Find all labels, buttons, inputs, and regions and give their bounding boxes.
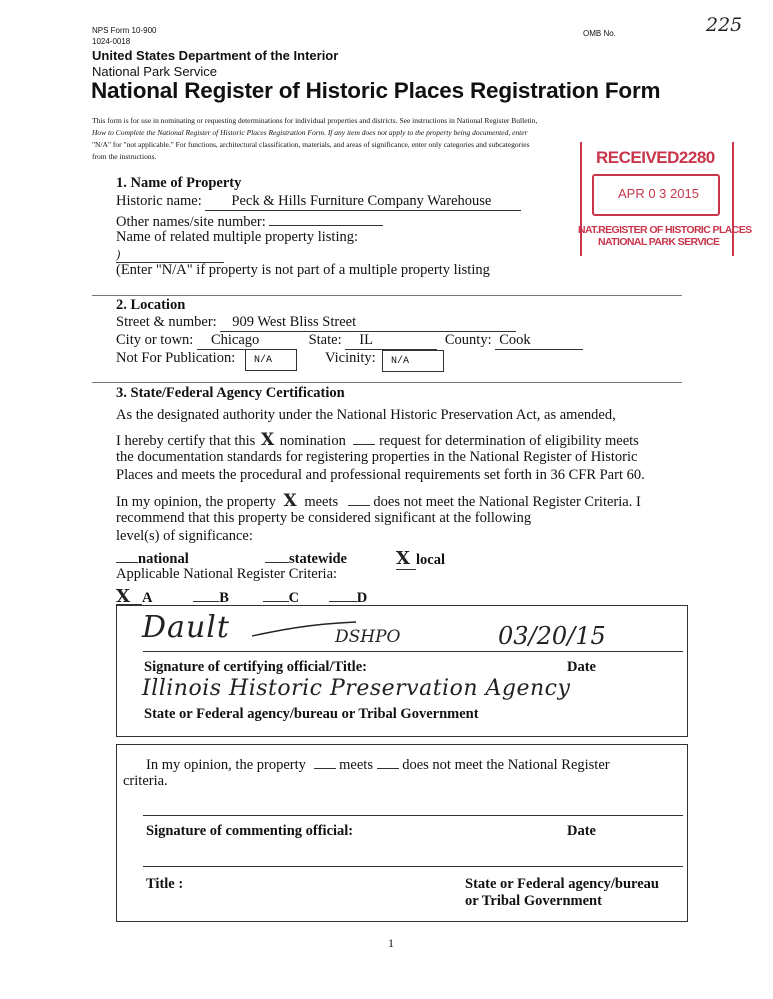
handwritten-signature: Dault [142,610,230,645]
criteria-a: A [142,590,152,606]
comment-criteria: criteria. [123,773,168,789]
comment-opinion-pre: In my opinion, the property [146,757,306,773]
criteria-label: Applicable National Register Criteria: [116,566,338,582]
handwritten-agency: Illinois Historic Preservation Agency [142,676,571,701]
national-blank [116,550,138,563]
opinion-pre: In my opinion, the property [116,494,276,510]
section-divider [92,382,682,383]
level-national: national [116,550,189,568]
opinion-text [116,509,531,545]
opinion-line: level(s) of significance: [116,528,253,544]
meets-check-mark: X [283,491,297,511]
certify-line: Places and meets the procedural and professional requirements set forth in 36 CFR Part 60. [116,467,645,483]
stamp-register: NAT.REGISTER OF HISTORIC PLACES [578,224,752,236]
instructions-line: "N/A" for "not applicable." For functions, architectural classification, materials, and areas of significance, enter only categories and subcategories [92,140,530,149]
certify-text [116,448,645,484]
street-value: 909 West Bliss Street [220,314,516,332]
department: United States Department of the Interior [92,48,339,63]
agency-service: National Park Service [92,64,217,79]
criteria-d-blank [329,589,357,602]
stamp-service: NATIONAL PARK SERVICE [598,236,720,248]
criteria-b: B [219,590,229,606]
criteria-d: D [356,590,368,606]
section-3-heading: 3. State/Federal Agency Certification [116,385,345,401]
agency-label: State or Federal agency/bureau or Tribal Government [144,706,479,722]
section-2-heading: 2. Location [116,297,186,313]
statewide-blank [265,550,289,563]
criteria-b-blank [193,589,219,602]
instructions-line: from the instructions. [92,152,157,161]
vicinity-box[interactable]: N/A [382,350,444,372]
county-value: Cook [495,332,583,350]
comment-title-line [143,866,683,867]
handwritten-date: 03/20/15 [498,622,606,650]
street-label: Street & number: [116,314,217,330]
multiple-listing-note: (Enter "N/A" if property is not part of a multiple property listing [116,262,490,278]
received-stamp [578,140,752,260]
historic-name-row [116,193,521,211]
comment-agency-label-1: State or Federal agency/bureau [465,876,659,892]
comment-signature-line [143,815,683,816]
certify-check-mark: X [260,430,275,450]
certify-row [116,430,639,450]
date-label: Date [567,659,596,675]
nfp-box[interactable]: N/A [245,349,297,371]
comment-date-label: Date [567,823,596,839]
comment-signature-label: Signature of commenting official: [146,823,354,839]
certify-mid: nomination [279,433,346,449]
authority-statement: As the designated authority under the National Historic Preservation Act, as amended, [116,407,616,423]
county-label: County: [444,332,492,348]
stamp-date-box [592,174,720,216]
section-1-heading: 1. Name of Property [116,175,242,191]
historic-name-value: Peck & Hills Furniture Company Warehouse [205,193,521,211]
certify-post: request for determination of eligibility meets [379,433,639,449]
other-names-row [116,211,383,231]
nfp-label: Not For Publication: [116,350,236,366]
street-row [116,314,516,332]
local-check-mark: X [396,548,416,570]
certify-pre: I hereby certify that this [116,433,256,449]
city-value: Chicago [197,332,297,350]
handwritten-title: DSHPO [335,627,401,647]
stamp-date: APR 0 3 2015 [618,186,699,201]
instructions-line: How to Complete the National Register of Historic Places Registration Form. If any item does not apply to the property being documented, enter [92,128,528,137]
opinion-row [116,491,641,511]
state-label: State: [308,332,342,348]
comment-agency-label-2: or Tribal Government [465,893,602,909]
level-local: X local [396,548,445,569]
opinion-post: does not meet the National Register Criteria. I [373,494,641,510]
comment-opinion-post: does not meet the National Register [402,757,610,773]
opinion-line: recommend that this property be considered significant at the following [116,510,532,526]
comment-meets: meets [339,757,373,773]
instructions-line: This form is for use in nominating or requesting determinations for individual properties and districts. See instructions in National Register Bulletin, [92,116,538,125]
form-number: NPS Form 10-900 [92,26,157,35]
related-listing-value: ) [116,248,224,263]
signature-label: Signature of certifying official/Title: [144,659,367,675]
page-number: 1 [388,936,394,950]
omb-number: OMB No. [583,29,616,38]
state-value: IL [345,332,437,350]
city-row [116,332,583,350]
other-names-field [269,211,383,226]
handwritten-page-number: 225 [706,14,743,36]
does-not-meet-blank [348,493,370,506]
comment-meets-blank [314,756,336,769]
comment-opinion-row [146,756,610,774]
section-divider [92,295,682,296]
request-blank [353,432,375,445]
comment-title-label: Title : [146,876,184,892]
criteria-a-mark: X [116,590,142,605]
opinion-mid: meets [304,494,339,510]
stamp-received: RECEIVED2280 [596,148,715,167]
certify-line: the documentation standards for registering properties in the National Register of Historic [116,449,638,465]
city-label: City or town: [116,332,194,348]
criteria-c-blank [263,589,289,602]
other-names-label: Other names/site number: [116,214,266,230]
level-statewide: statewide [265,550,347,568]
page-title: National Register of Historic Places Registration Form [91,78,661,103]
historic-name-label: Historic name: [116,193,202,209]
vicinity-label: Vicinity: [325,350,376,366]
signature-line [143,651,683,652]
comment-not-meet-blank [377,756,399,769]
criteria-c: C [288,590,300,606]
form-code: 1024-0018 [92,37,131,46]
related-listing-label: Name of related multiple property listing: [116,229,359,245]
